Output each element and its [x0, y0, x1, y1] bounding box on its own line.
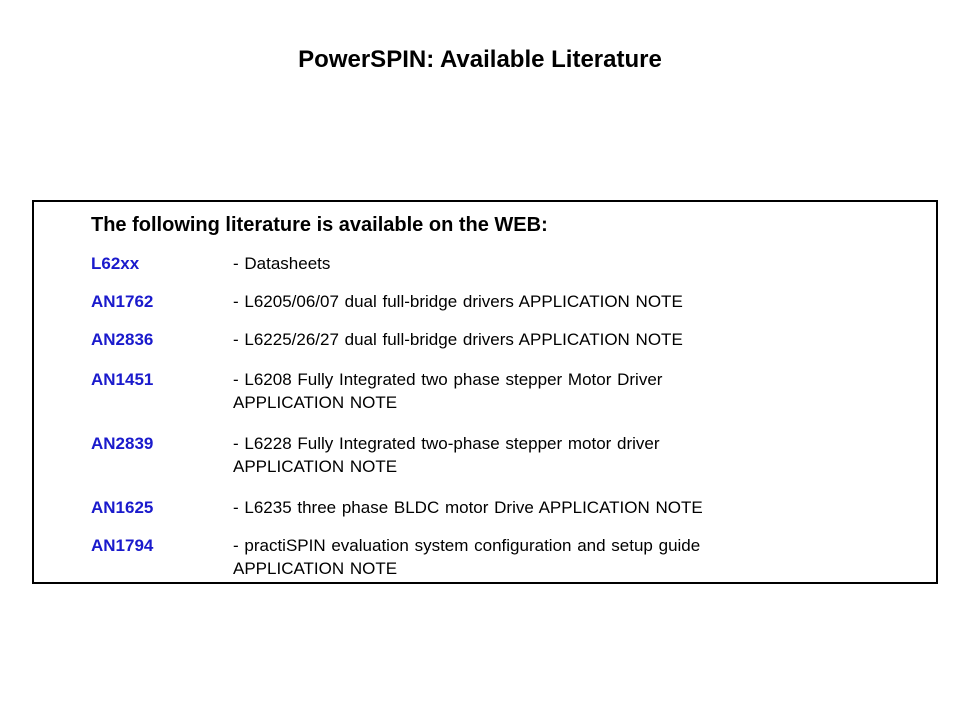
literature-description	[233, 328, 913, 351]
literature-description	[233, 432, 913, 478]
literature-code: L62xx	[91, 254, 140, 273]
description-line: - Datasheets	[233, 254, 331, 273]
literature-description	[233, 368, 913, 414]
literature-description	[233, 290, 913, 313]
description-line: - practiSPIN evaluation system configuration and setup guide	[233, 536, 701, 555]
description-line: - L6235 three phase BLDC motor Drive APPLICATION NOTE	[233, 498, 703, 517]
description-line: - L6225/26/27 dual full-bridge drivers APPLICATION NOTE	[233, 330, 683, 349]
literature-description	[233, 496, 913, 519]
literature-code: AN2839	[91, 434, 154, 453]
description-line: APPLICATION NOTE	[233, 559, 398, 578]
description-line: - L6205/06/07 dual full-bridge drivers APPLICATION NOTE	[233, 292, 683, 311]
literature-description	[233, 534, 913, 580]
literature-code: AN1625	[91, 498, 154, 517]
literature-code: AN2836	[91, 330, 154, 349]
description-line: - L6228 Fully Integrated two-phase stepper motor driver	[233, 434, 660, 453]
literature-code: AN1451	[91, 370, 154, 389]
literature-heading: The following literature is available on the WEB:	[91, 214, 548, 236]
slide-title: PowerSPIN: Available Literature	[298, 46, 662, 73]
description-line: APPLICATION NOTE	[233, 457, 398, 476]
literature-code: AN1762	[91, 292, 154, 311]
literature-code: AN1794	[91, 536, 154, 555]
literature-description	[233, 252, 913, 275]
literature-box	[32, 200, 938, 584]
description-line: - L6208 Fully Integrated two phase stepper Motor Driver	[233, 370, 663, 389]
description-line: APPLICATION NOTE	[233, 393, 398, 412]
